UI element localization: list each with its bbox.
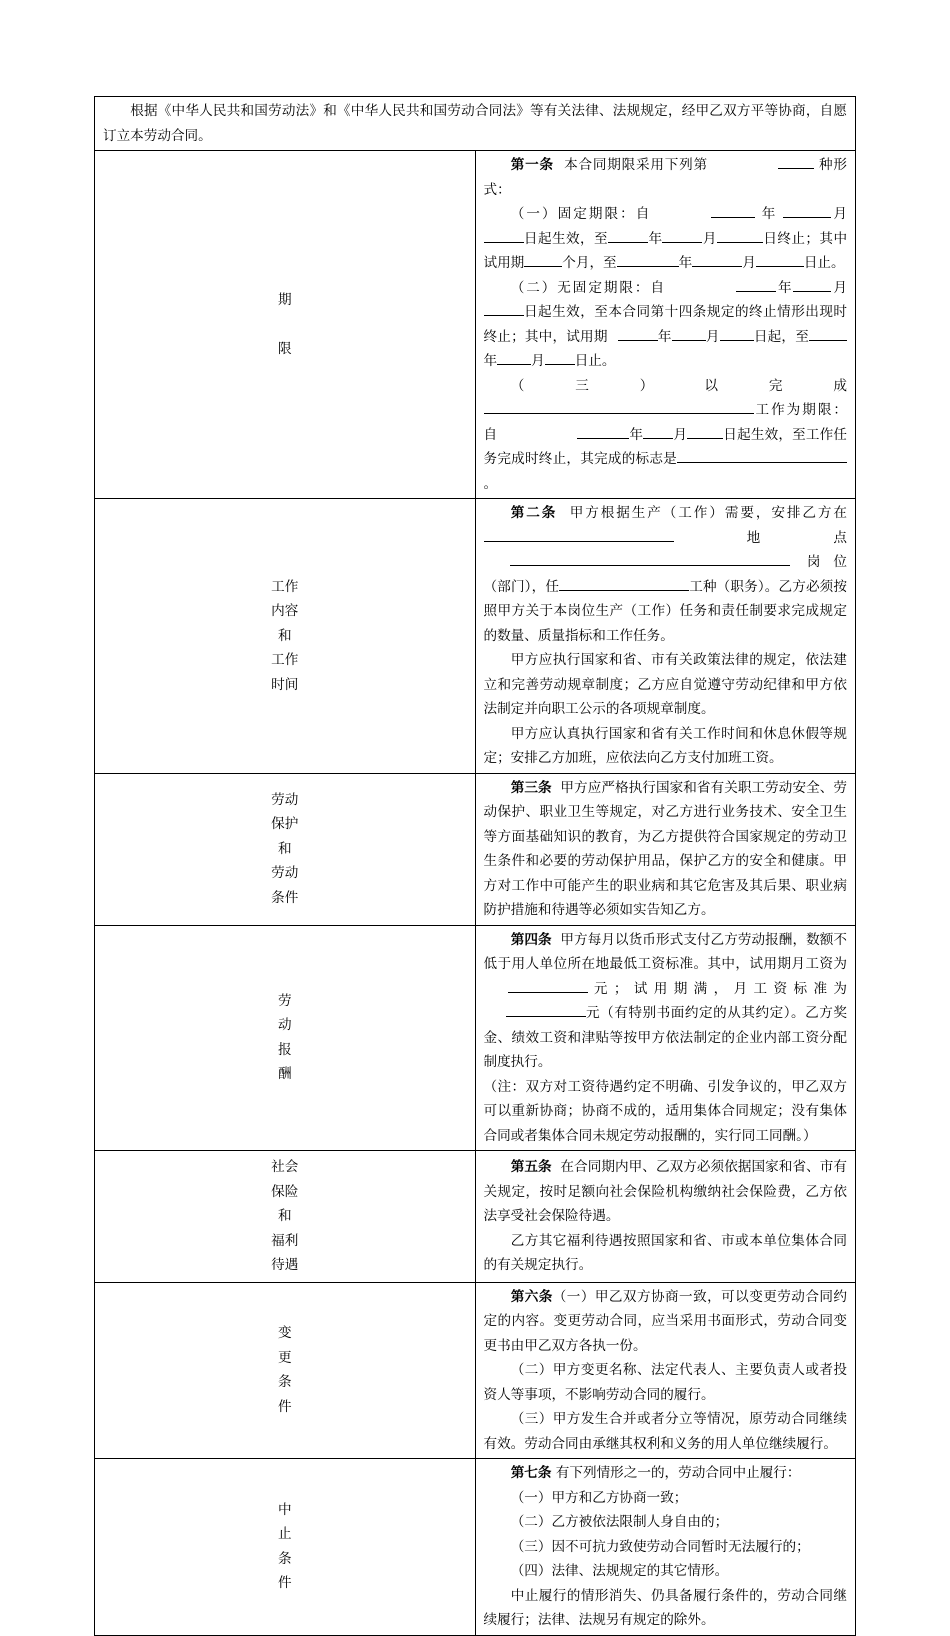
article-7-title: 第七条: [510, 1465, 552, 1481]
suspend-para-2: （二）乙方被依法限制人身自由的；: [510, 1514, 729, 1530]
protection-para-1: 第三条 甲方应严格执行国家和省有关职工劳动安全、劳动保护、职业卫生等规定，对乙方进行业务技术、安全卫生等方面基础知识的教育，为乙方提供符合国家规定的劳动卫生条件和必要的劳动保护用品，保护乙方的安全和健康。甲方对工作中可能产生的职业病和其它危害及其后果、职业病防护措施和待遇等必须如实告知乙方。: [483, 779, 847, 918]
suspend-para-4: （四）法律、法规规定的其它情形。: [510, 1563, 729, 1579]
term-row: [95, 151, 856, 499]
change-label: 变 更 条 件: [95, 1282, 476, 1459]
pay-label: 劳 动 报 酬: [95, 925, 476, 1151]
term-para-0: 第一条 本合同期限采用下列第 种形式：: [484, 153, 848, 202]
intro-cell: [95, 97, 856, 151]
suspend-para-3: （三）因不可抗力致使劳动合同暂时无法履行的；: [510, 1538, 810, 1555]
insurance-row: [95, 1151, 856, 1283]
pay-para-2: （注：双方对工资待遇约定不明确、引发争议的，甲乙双方可以重新协商；协商不成的，适用集体合同规定；没有集体合同或者集体合同未规定劳动报酬的，实行同工同酬。）: [483, 1078, 847, 1144]
term-label-1: 期: [277, 292, 292, 308]
intro-row: [95, 97, 856, 151]
pay-content: [475, 925, 856, 1151]
insurance-content: [475, 1151, 856, 1283]
term-para-1: （一）固定期限：自 年 月日起生效，至 年 月 日终止；其中试用期 个月，至 年 月 日止。: [484, 202, 848, 276]
insurance-label: 社会 保险 和 福利 待遇: [95, 1151, 476, 1283]
insurance-para-1: 第五条 在合同期内甲、乙双方必须依据国家和省、市有关规定，按时足额向社会保险机构缴纳社会保险费，乙方依法享受社会保险待遇。: [483, 1159, 847, 1224]
change-para-2: （二）甲方变更名称、法定代表人、主要负责人或者投资人等事项，不影响劳动合同的履行。: [483, 1362, 847, 1403]
probation-wage-blank[interactable]: [508, 978, 588, 993]
protection-row: [95, 773, 856, 925]
suspend-label: 中 止 条 件: [95, 1459, 476, 1636]
article-2-title: 第二条: [510, 505, 558, 521]
change-row: [95, 1282, 856, 1459]
contract-table: [94, 96, 856, 1636]
term-label: [95, 151, 476, 499]
insurance-para-2: 乙方其它福利待遇按照国家和省、市或本单位集体合同的有关规定执行。: [483, 1232, 847, 1273]
protection-label: 劳动 保护 和 劳动 条件: [95, 773, 476, 925]
suspend-row: [95, 1459, 856, 1636]
regular-wage-blank[interactable]: [506, 1002, 586, 1017]
article-5-title: 第五条: [510, 1159, 552, 1175]
intro-text: 根据《中华人民共和国劳动法》和《中华人民共和国劳动合同法》等有关法律、法规规定，经甲乙双方平等协商，自愿订立本劳动合同。: [103, 103, 847, 144]
term-form-blank[interactable]: [778, 154, 814, 169]
term-label-2: 限: [277, 340, 292, 357]
suspend-para-1: （一）甲方和乙方协商一致；: [510, 1489, 688, 1506]
article-4-title: 第四条: [510, 931, 552, 948]
article-6-title: 第六条: [510, 1288, 553, 1305]
change-para-3: （三）甲方发生合并或者分立等情况，原劳动合同继续有效。劳动合同由承继其权利和义务的用人单位继续履行。: [483, 1411, 847, 1452]
article-1-title: 第一条: [510, 157, 554, 173]
work-label: 工作 内容 和 工作 时间: [95, 499, 476, 774]
term-content: [475, 151, 856, 499]
pay-row: [95, 925, 856, 1151]
work-row: [95, 499, 856, 774]
suspend-para-0: 第七条 有下列情形之一的，劳动合同中止履行：: [510, 1465, 801, 1481]
term-para-3: （三）以完成工作为期限：自 年 月 日起生效，至工作任务完成时终止，其完成的标志是。: [483, 377, 848, 492]
suspend-para-5: 中止履行的情形消失、仍具备履行条件的，劳动合同继续履行；法律、法规另有规定的除外。: [483, 1587, 847, 1628]
term-para-2: （二）无固定期限：自 年 月日起生效，至本合同第十四条规定的终止情形出现时终止；其中，试用期 年 月 日起，至年 月 日止。: [484, 276, 848, 374]
change-content: [475, 1282, 856, 1459]
work-para-3: 甲方应认真执行国家和省有关工作时间和休息休假等规定；安排乙方加班，应依法向乙方支付加班工资。: [483, 725, 847, 766]
work-content: [475, 499, 856, 774]
article-3-title: 第三条: [510, 779, 552, 796]
suspend-content: [475, 1459, 856, 1636]
work-para-1: 第二条 甲方根据生产（工作）需要，安排乙方在地点 岗位（部门），任 工种（职务）。乙方必须按照甲方关于本岗位生产（工作）任务和责任制要求完成规定的数量、质量指标和工作任务。: [483, 505, 848, 644]
pay-para-1: 第四条 甲方每月以货币形式支付乙方劳动报酬，数额不低于用人单位所在地最低工资标准。其中，试用期月工资为元；试用期满，月工资标准为元（有特别书面约定的从其约定）。乙方奖金、绩效工资和津贴等按甲方依法制定的企业内部工资分配制度执行。: [483, 931, 847, 1070]
change-para-1: 第六条（一）甲乙双方协商一致，可以变更劳动合同约定的内容。变更劳动合同，应当采用书面形式，劳动合同变更书由甲乙双方各执一份。: [483, 1288, 847, 1354]
work-para-2: 甲方应执行国家和省、市有关政策法律的规定，依法建立和完善劳动规章制度；乙方应自觉遵守劳动纪律和甲方依法制定并向职工公示的各项规章制度。: [483, 652, 847, 717]
protection-content: [475, 773, 856, 925]
